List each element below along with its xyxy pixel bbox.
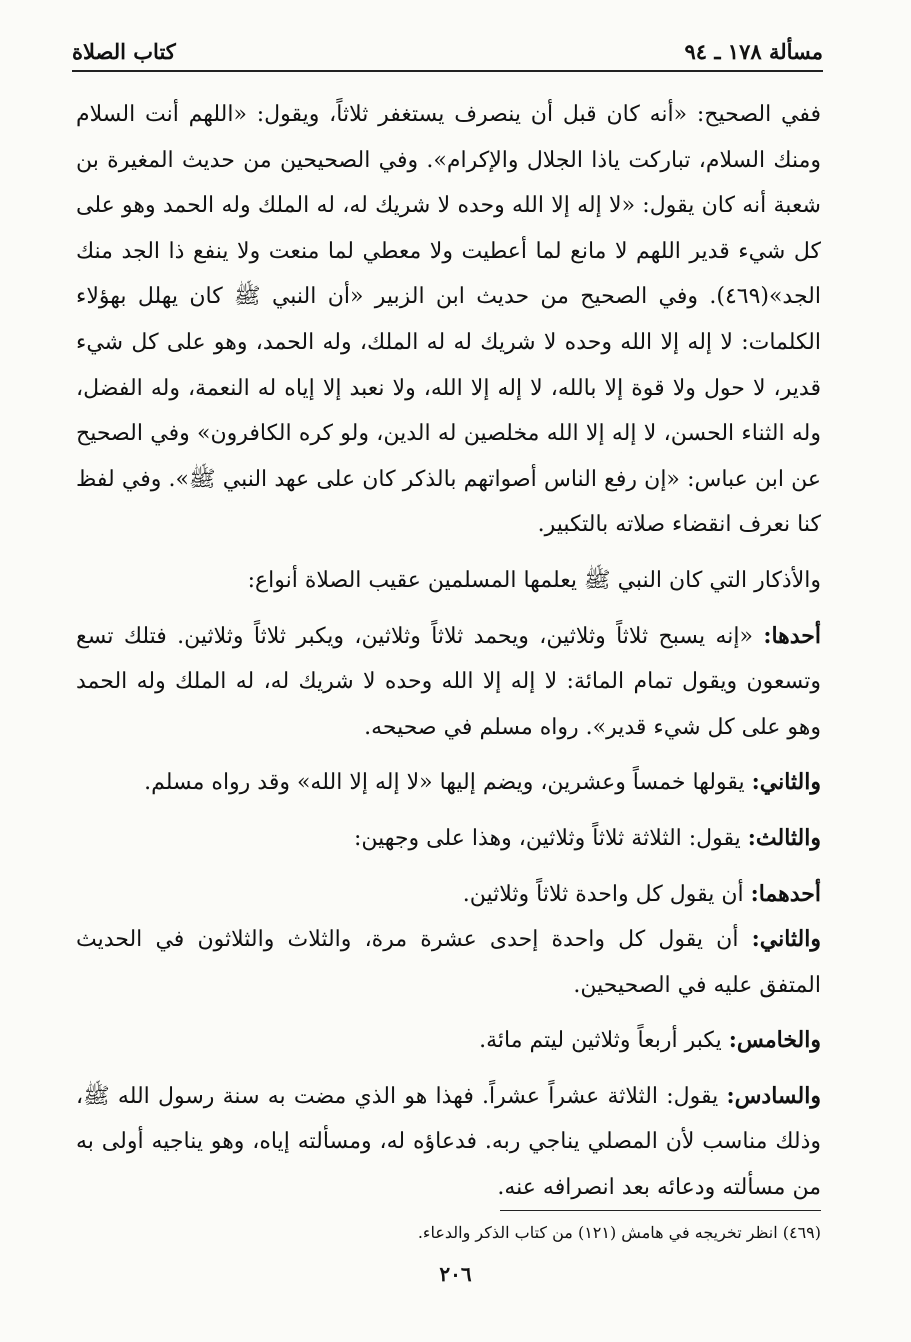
footnote-rule [500,1210,821,1211]
paragraph [76,816,821,862]
paragraph-text: أن يقول كل واحدة إحدى عشرة مرة، والثلاث والثلاثون في الحديث المتفق عليه في الصحيحين. [76,927,821,998]
paragraph-lead: والثالث: [747,824,821,851]
paragraph-lead: أحدها: [763,622,822,649]
paragraph-text: «إنه يسبح ثلاثاً وثلاثين، ويحمد ثلاثاً وثلاثين، ويكبر ثلاثاً وثلاثين. فتلك تسع وتسعون ويقول تمام المائة: لا إله إلا الله وحده لا شريك له، له الملك وله الحمد وهو على كل شيء قدير». رواه مسلم في صحيحه. [76,623,821,740]
paragraph [76,614,821,751]
paragraph-lead: والثاني: [751,926,821,953]
paragraph-text: والأذكار التي كان النبي ﷺ يعلمها المسلمين عقيب الصلاة أنواع: [247,567,821,593]
paragraph [76,558,821,604]
paragraph-lead: والثاني: [751,769,821,796]
header-rule [72,70,823,72]
paragraph [76,1018,821,1064]
header-issue-number: مسألة ١٧٨ ـ ٩٤ [684,39,823,64]
paragraph-text: يكبر أربعاً وثلاثين ليتم مائة. [479,1028,722,1054]
paragraph [76,760,821,806]
paragraph-text: يقول: الثلاثة ثلاثاً وثلاثين، وهذا على وجهين: [353,825,741,851]
paragraph-text: يقولها خمساً وعشرين، ويضم إليها «لا إله إلا الله» وقد رواه مسلم. [144,770,745,796]
main-text [76,92,821,1211]
paragraph-lead: والسادس: [726,1082,821,1109]
paragraph-text: أن يقول كل واحدة ثلاثاً وثلاثين. [462,881,744,907]
paragraph-lead: أحدهما: [750,880,821,907]
header-book-title: كتاب الصلاة [72,39,176,64]
paragraph [76,872,821,918]
running-header [72,30,823,64]
paragraph-text: ففي الصحيح: «أنه كان قبل أن ينصرف يستغفر ثلاثاً، ويقول: «اللهم أنت السلام ومنك السلام، تباركت ياذا الجلال والإكرام». وفي الصحيحين من حديث المغيرة بن شعبة أنه كان يقول: «لا إله إلا الله وحده لا شريك له، له الملك وله الحمد وهو على كل شيء قدير اللهم لا مانع لما أعطيت ولا معطي لما منعت ولا ينفع ذا الجد منك الجد»(٤٦٩). وفي الصحيح من حديث ابن الزبير «أن النبي ﷺ كان يهلل بهؤلاء الكلمات: لا إله إلا الله وحده لا شريك له له الملك، وله الحمد، وهو على كل شيء قدير، لا حول ولا قوة إلا بالله، لا إله إلا الله، ولا نعبد إلا إياه له النعمة، وله الفضل، وله الثناء الحسن، لا إله إلا الله مخلصين له الدين، ولو كره الكافرون» وفي الصحيح عن ابن عباس: «إن رفع الناس أصواتهم بالذكر كان على عهد النبي ﷺ». وفي لفظ كنا نعرف انقضاء صلاته بالتكبير. [76,102,822,538]
paragraph [76,92,821,548]
footnote: (٤٦٩) انظر تخريجه في هامش (١٢١) من كتاب الذكر والدعاء. [417,1223,821,1242]
page-number: ٢٠٦ [439,1262,472,1286]
paragraph [76,917,821,1008]
paragraph-text: يقول: الثلاثة عشراً عشراً. فهذا هو الذي مضت به سنة رسول الله ﷺ، وذلك مناسب لأن المصلي يناجي ربه. فدعاؤه له، ومسألته إياه، وهو يناجيه أولى به من مسألته ودعائه بعد انصرافه عنه. [76,1083,821,1201]
paragraph [76,1074,821,1211]
paragraph-lead: والخامس: [728,1027,821,1054]
